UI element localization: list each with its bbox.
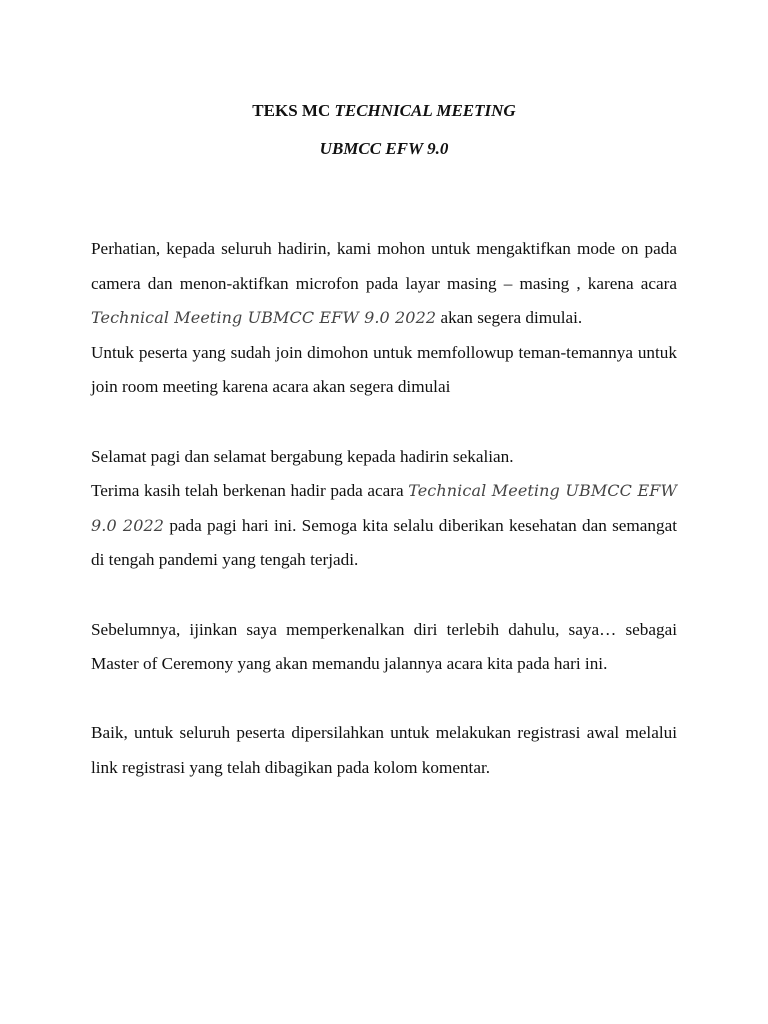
event-name-emphasis: Technical Meeting UBMCC EFW 9.0 2022 xyxy=(91,308,437,328)
title-prefix: TEKS MC xyxy=(252,101,335,120)
paragraph-spacer xyxy=(91,682,677,717)
paragraph-announcement xyxy=(91,232,677,336)
title-line-1 xyxy=(0,92,768,130)
document-body xyxy=(91,232,677,786)
paragraph-followup: Untuk peserta yang sudah join dimohon untuk memfollowup teman-temannya untuk join room meeting karena acara akan segera dimulai xyxy=(91,342,677,397)
event-name-emphasis: Technical Meeting UBMCC EFW 9.0 2022 xyxy=(91,481,677,535)
paragraph-registration: Baik, untuk seluruh peserta dipersilahkan untuk melakukan registrasi awal melalui link registrasi yang telah dibagikan pada kolom komentar. xyxy=(91,723,677,777)
paragraph-thanks xyxy=(91,474,677,578)
title-italic: TECHNICAL MEETING xyxy=(334,101,516,120)
paragraph-thanks-text-b: pada pagi hari ini. Semoga kita selalu diberikan kesehatan dan semangat di tengah pandemi yang tengah terjadi. xyxy=(91,515,677,570)
paragraph-spacer xyxy=(91,578,677,613)
paragraph-spacer xyxy=(91,405,677,440)
paragraph-thanks-text-a: Terima kasih telah berkenan hadir pada acara xyxy=(91,481,409,501)
paragraph-greeting: Selamat pagi dan selamat bergabung kepada hadirin sekalian. xyxy=(91,446,514,466)
title-line-2: UBMCC EFW 9.0 xyxy=(319,139,449,158)
paragraph-introduction: Sebelumnya, ijinkan saya memperkenalkan diri terlebih dahulu, saya… sebagai Master of Ceremony yang akan memandu jalannya acara kita pada hari ini. xyxy=(91,619,677,674)
document-title xyxy=(0,92,768,168)
paragraph-announcement-text-a: Perhatian, kepada seluruh hadirin, kami mohon untuk mengaktifkan mode on pada camera dan menon-aktifkan microfon pada layar masing – masing , karena acara xyxy=(91,239,677,293)
paragraph-announcement-text-b: akan segera dimulai. xyxy=(436,308,583,328)
